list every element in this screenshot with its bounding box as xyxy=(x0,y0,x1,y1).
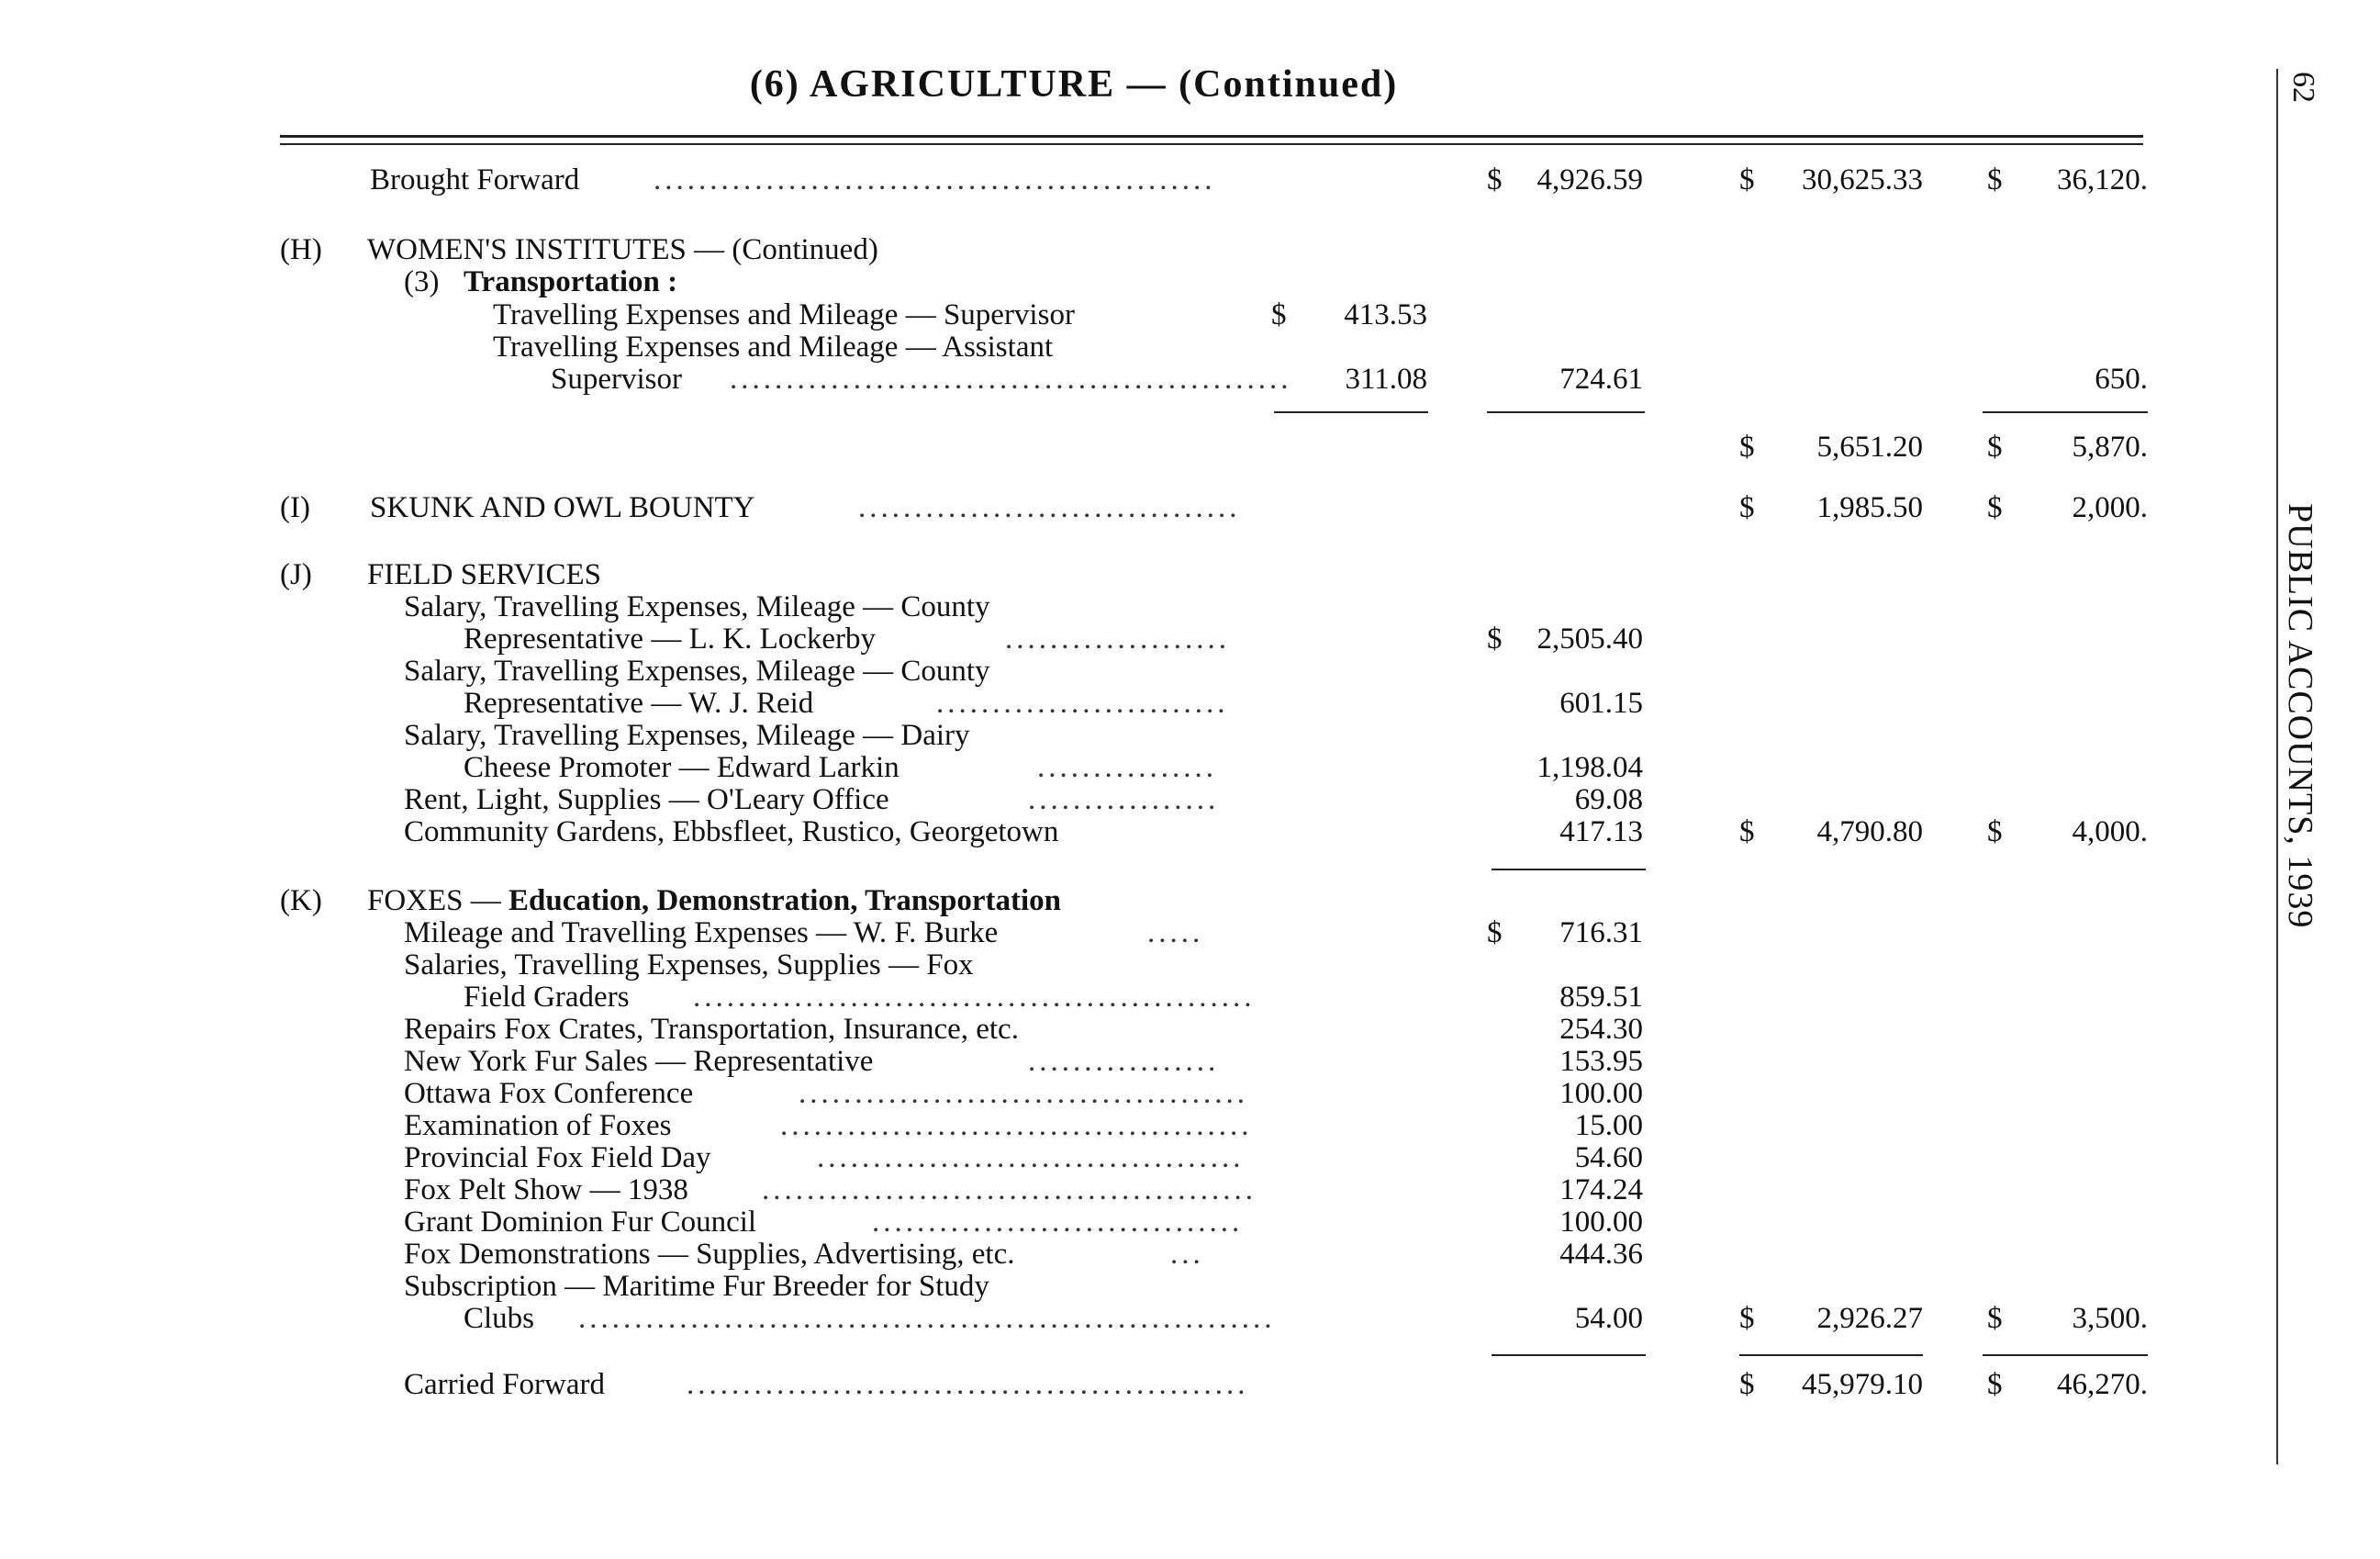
dollar-sign: $ xyxy=(1987,431,2003,464)
line-text: Provincial Fox Field Day xyxy=(404,1141,711,1174)
section-j-item4 xyxy=(0,783,2148,816)
section-k-item7 xyxy=(0,1141,2148,1174)
section-title: WOMEN'S INSTITUTES — (Continued) xyxy=(367,233,878,266)
line-text: Grant Dominion Fur Council xyxy=(404,1206,757,1239)
leader-dots: .................................................. xyxy=(693,981,1256,1014)
section-j-item2a xyxy=(0,655,2148,688)
brought-forward-col3: 30,625.33 xyxy=(1802,163,1923,196)
leader-dots: ............................................ xyxy=(762,1173,1257,1206)
sum-rule xyxy=(1983,1354,2148,1356)
line-text: Community Gardens, Ebbsfleet, Rustico, Georgetown xyxy=(404,815,1059,848)
line-amount: 716.31 xyxy=(1559,916,1643,949)
sub-number: (3) xyxy=(404,265,440,298)
line-amount: 153.95 xyxy=(1559,1045,1643,1078)
section-title: FIELD SERVICES xyxy=(367,558,601,591)
line-text: Repairs Fox Crates, Transportation, Insurance, etc. xyxy=(404,1013,1019,1046)
section-letter: (H) xyxy=(280,233,322,266)
section-k-item1 xyxy=(0,916,2148,949)
section-h-line2a xyxy=(0,331,2148,364)
line-text: Subscription — Maritime Fur Breeder for Study xyxy=(404,1270,989,1303)
line-amount: 69.08 xyxy=(1574,783,1643,816)
total-col3: 2,926.27 xyxy=(1816,1302,1923,1335)
dollar-sign: $ xyxy=(1739,815,1755,848)
dollar-sign: $ xyxy=(1739,491,1755,524)
total-col4: 5,870. xyxy=(2072,431,2148,464)
section-h-heading xyxy=(0,233,2148,266)
section-k-item2b xyxy=(0,981,2148,1014)
section-k-item3 xyxy=(0,1013,2148,1046)
line-text: Travelling Expenses and Mileage — Supervisor xyxy=(493,298,1075,331)
section-k-item8 xyxy=(0,1173,2148,1206)
line-text: Representative — W. J. Reid xyxy=(464,687,814,720)
line-text: Fox Demonstrations — Supplies, Advertising, etc. xyxy=(404,1238,1015,1271)
line-amount: 601.15 xyxy=(1559,687,1643,720)
leader-dots: .......................... xyxy=(936,687,1229,720)
dollar-sign: $ xyxy=(1739,163,1755,196)
line-amount: 100.00 xyxy=(1559,1077,1643,1110)
section-j-item1b xyxy=(0,622,2148,656)
dollar-sign: $ xyxy=(1739,1368,1755,1401)
line-amount: 417.13 xyxy=(1559,815,1643,848)
section-j-item2b xyxy=(0,687,2148,720)
sum-rule xyxy=(1983,411,2148,413)
brought-forward-col4: 36,120. xyxy=(2057,163,2148,196)
section-k-item6 xyxy=(0,1109,2148,1142)
line-text: Fox Pelt Show — 1938 xyxy=(404,1173,688,1206)
line-text: Salaries, Travelling Expenses, Supplies — Fox xyxy=(404,948,974,981)
carried-forward-label: Carried Forward xyxy=(404,1368,606,1401)
subtotal-col4: 650. xyxy=(2095,363,2148,396)
section-i-row xyxy=(0,491,2148,524)
line-amount: 859.51 xyxy=(1559,981,1643,1014)
dollar-sign: $ xyxy=(1487,916,1503,949)
sum-rule xyxy=(1487,411,1645,413)
margin-rule xyxy=(2276,69,2278,1464)
line-text: Representative — L. K. Lockerby xyxy=(464,622,877,656)
section-k-item4 xyxy=(0,1045,2148,1078)
line-amount: 174.24 xyxy=(1559,1173,1643,1206)
dollar-sign: $ xyxy=(1987,491,2003,524)
line-text: Travelling Expenses and Mileage — Assistant xyxy=(493,331,1054,364)
line-amount: 444.36 xyxy=(1559,1238,1643,1271)
sub-title: Transportation : xyxy=(464,265,678,298)
total-col3: 1,985.50 xyxy=(1816,491,1923,524)
line-amount: 54.60 xyxy=(1574,1141,1643,1174)
section-k-item5 xyxy=(0,1077,2148,1110)
brought-forward-label: Brought Forward xyxy=(370,163,580,196)
total-col4: 3,500. xyxy=(2072,1302,2148,1335)
sum-rule xyxy=(1739,1354,1923,1356)
total-col4: 4,000. xyxy=(2072,815,2148,848)
line-text: Salary, Travelling Expenses, Mileage — County xyxy=(404,655,990,688)
subtotal-col2: 724.61 xyxy=(1559,363,1643,396)
dollar-sign: $ xyxy=(1987,815,2003,848)
total-col4: 2,000. xyxy=(2072,491,2148,524)
section-letter: (I) xyxy=(280,491,310,524)
dollar-sign: $ xyxy=(1487,622,1503,656)
section-letter: (K) xyxy=(280,884,322,917)
sum-rule xyxy=(1492,1354,1646,1356)
line-text: Cheese Promoter — Edward Larkin xyxy=(464,751,899,784)
line-text: Mileage and Travelling Expenses — W. F. Burke xyxy=(404,916,999,949)
leader-dots: .................................. xyxy=(858,491,1241,524)
section-h-subheading xyxy=(0,265,2148,298)
carried-forward-row xyxy=(0,1368,2148,1401)
line-amount: 15.00 xyxy=(1574,1109,1643,1142)
line-amount: 100.00 xyxy=(1559,1206,1643,1239)
section-letter: (J) xyxy=(280,558,312,591)
page-number: 62 xyxy=(2286,72,2320,103)
dollar-sign: $ xyxy=(1987,1368,2003,1401)
line-amount: 413.53 xyxy=(1344,298,1427,331)
leader-dots: .................................................. xyxy=(730,363,1292,396)
carried-forward-col3: 45,979.10 xyxy=(1802,1368,1923,1401)
section-h-line2b xyxy=(0,363,2148,396)
carried-forward-col4: 46,270. xyxy=(2057,1368,2148,1401)
line-amount: 54.00 xyxy=(1574,1302,1643,1335)
section-h-line1 xyxy=(0,298,2148,331)
section-j-item3a xyxy=(0,719,2148,752)
dollar-sign: $ xyxy=(1987,163,2003,196)
line-text: Examination of Foxes xyxy=(404,1109,672,1142)
leader-dots: ................. xyxy=(1028,783,1220,816)
dollar-sign: $ xyxy=(1739,431,1755,464)
sum-rule xyxy=(1274,411,1428,413)
section-k-item11b xyxy=(0,1302,2148,1335)
section-title: FOXES — Education, Demonstration, Transportation xyxy=(367,884,1062,917)
leader-dots: ...................................... xyxy=(817,1141,1245,1174)
page-title: (6) AGRICULTURE — (Continued) xyxy=(749,63,1399,106)
total-col3: 5,651.20 xyxy=(1816,431,1923,464)
dollar-sign: $ xyxy=(1487,163,1503,196)
leader-dots: ........................................ xyxy=(799,1077,1248,1110)
dollar-sign: $ xyxy=(1271,298,1287,331)
leader-dots: .................................................. xyxy=(687,1368,1249,1401)
leader-dots: ................ xyxy=(1037,751,1217,784)
line-amount: 2,505.40 xyxy=(1536,622,1643,656)
section-h-total xyxy=(0,431,2148,464)
section-k-item10 xyxy=(0,1238,2148,1271)
sum-rule xyxy=(1492,869,1646,870)
line-text: Supervisor xyxy=(551,363,682,396)
dollar-sign: $ xyxy=(1987,1302,2003,1335)
line-text: Clubs xyxy=(464,1302,535,1335)
leader-dots: ................................. xyxy=(872,1206,1244,1239)
line-text: Field Graders xyxy=(464,981,630,1014)
line-text: New York Fur Sales — Representative xyxy=(404,1045,874,1078)
line-text: Salary, Travelling Expenses, Mileage — County xyxy=(404,590,990,623)
section-j-item1a xyxy=(0,590,2148,623)
running-head: PUBLIC ACCOUNTS, 1939 xyxy=(2281,503,2319,929)
leader-dots: .................................................. xyxy=(654,163,1216,196)
total-col3: 4,790.80 xyxy=(1816,815,1923,848)
section-j-heading xyxy=(0,558,2148,591)
header-rule xyxy=(280,135,2143,138)
leader-dots: ..... xyxy=(1147,916,1204,949)
leader-dots: .................... xyxy=(1005,622,1230,656)
brought-forward-col2: 4,926.59 xyxy=(1536,163,1643,196)
section-j-item5 xyxy=(0,815,2148,848)
section-title: SKUNK AND OWL BOUNTY xyxy=(370,491,755,524)
line-amount: 254.30 xyxy=(1559,1013,1643,1046)
leader-dots: .............................................................. xyxy=(578,1302,1276,1335)
section-k-item9 xyxy=(0,1206,2148,1239)
brought-forward-row xyxy=(0,163,2148,196)
leader-dots: ... xyxy=(1170,1238,1204,1271)
line-text: Salary, Travelling Expenses, Mileage — Dairy xyxy=(404,719,970,752)
dollar-sign: $ xyxy=(1739,1302,1755,1335)
line-text: Ottawa Fox Conference xyxy=(404,1077,694,1110)
header-rule-2 xyxy=(280,143,2143,145)
section-k-item2a xyxy=(0,948,2148,981)
line-amount: 1,198.04 xyxy=(1536,751,1643,784)
section-k-item11a xyxy=(0,1270,2148,1303)
leader-dots: ................. xyxy=(1028,1045,1220,1078)
section-j-item3b xyxy=(0,751,2148,784)
line-text: Rent, Light, Supplies — O'Leary Office xyxy=(404,783,889,816)
section-k-heading xyxy=(0,884,2148,917)
line-amount: 311.08 xyxy=(1345,363,1427,396)
leader-dots: .......................................... xyxy=(780,1109,1253,1142)
